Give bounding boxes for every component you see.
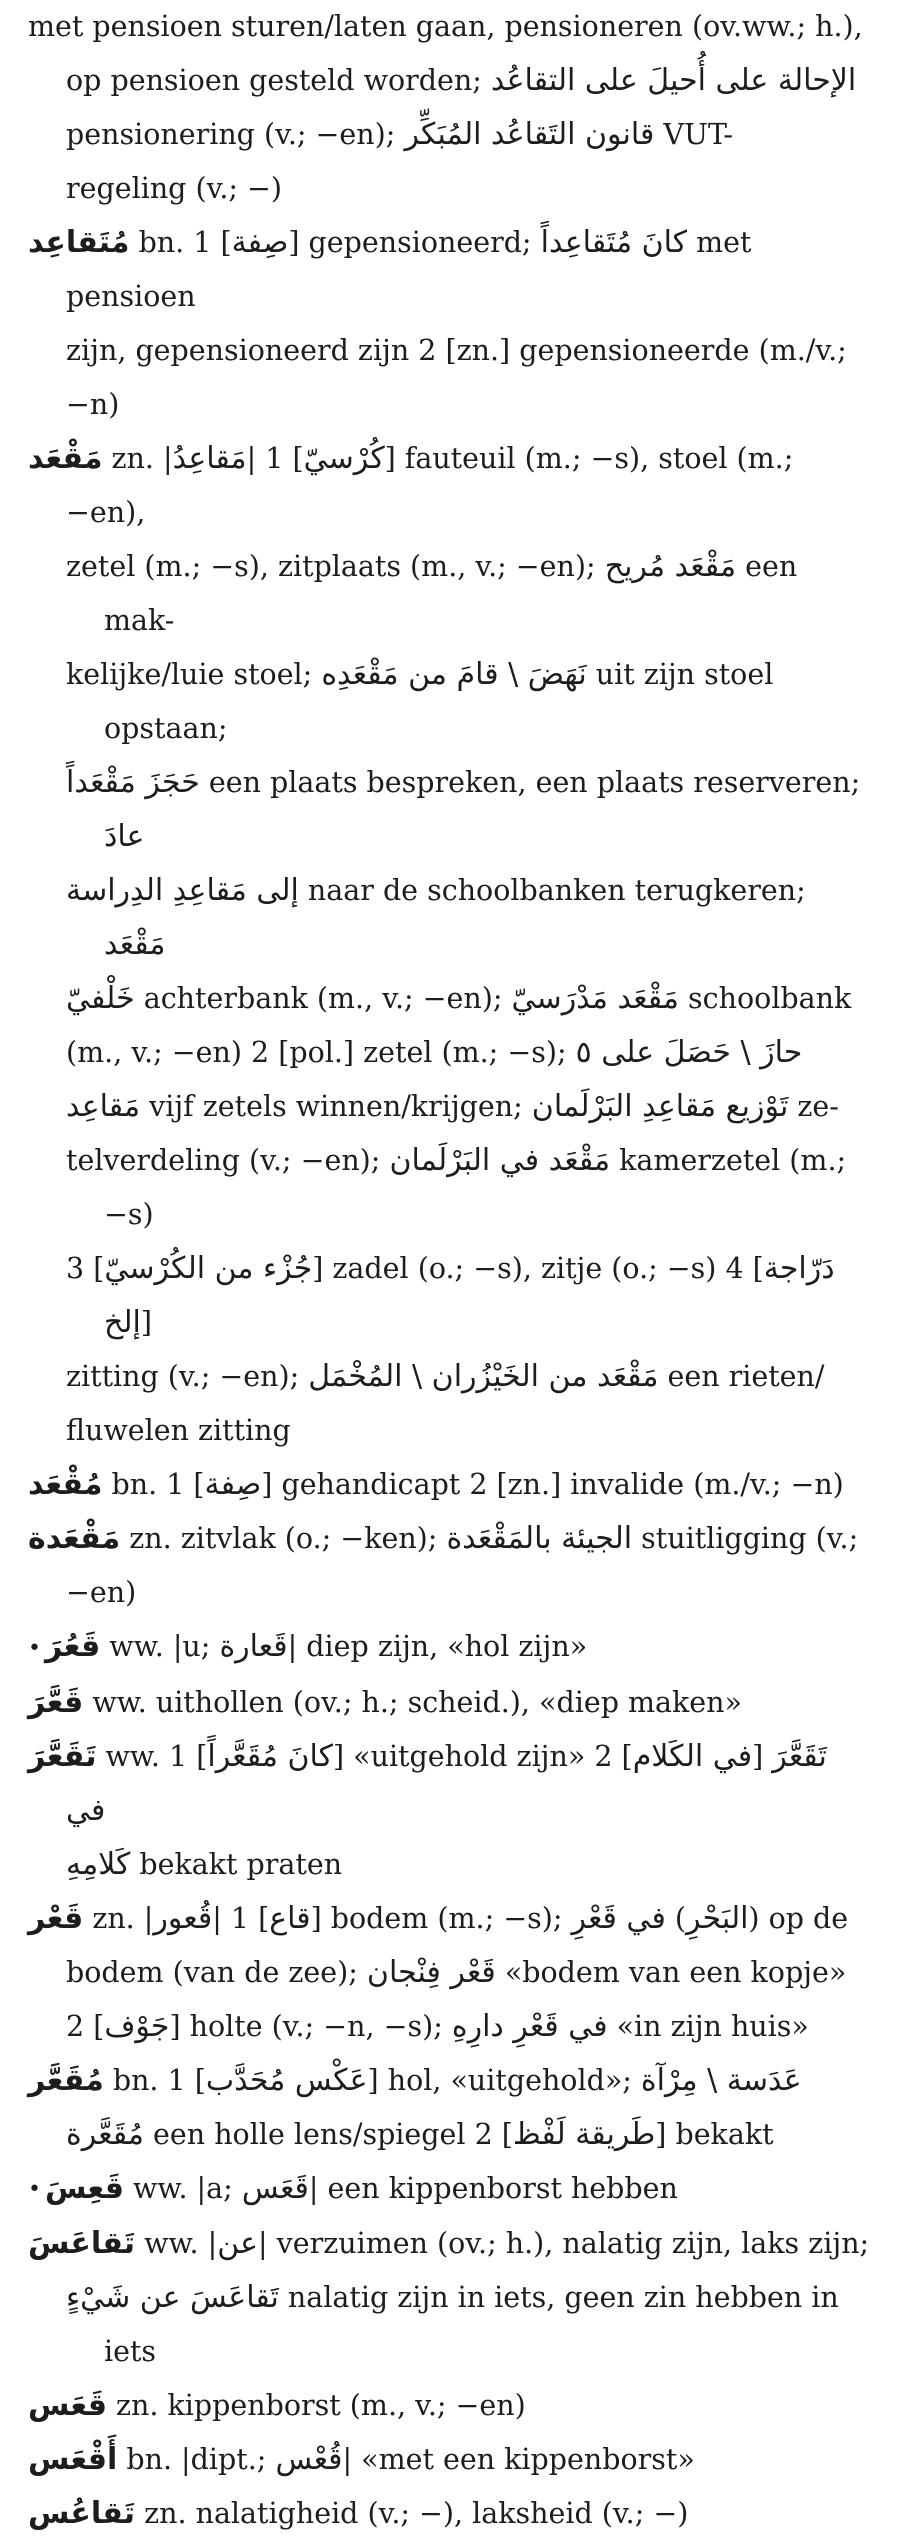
dictionary-entry <box>28 2054 873 2162</box>
dutch-text: «bodem van een kopje» <box>495 1955 847 1989</box>
arabic-text: قاع <box>269 1900 311 1936</box>
entry-line <box>66 54 873 108</box>
arabic-text: تَقاعَسَ عن شَيْءٍ <box>66 2280 279 2315</box>
dutch-text: ] bodem (m.; −s); <box>310 1901 572 1935</box>
arabic-text: دَرّاجة إلخ <box>104 1251 835 1340</box>
arabic-text: البَحْرِ <box>685 1900 749 1936</box>
dutch-text: zitting (v.; −en); <box>66 1360 309 1393</box>
dictionary-entry <box>28 1730 873 1892</box>
dutch-text: −n) <box>66 388 120 421</box>
arabic-text: كانَ مُتَقاعِداً <box>540 225 688 260</box>
dutch-text: ww. uithollen (ov.; h.; scheid.), «diep maken» <box>92 1685 742 1719</box>
arabic-text: مَقْعَد <box>104 927 166 962</box>
arabic-text: في قَعْرِ <box>571 1900 666 1936</box>
dutch-text: ] <box>140 1306 152 1339</box>
dutch-text: VUT- <box>654 118 733 151</box>
arabic-text: في قَعْرِ دارِهِ <box>451 2008 608 2044</box>
dutch-text: ] «uitgehold zijn» 2 [ <box>332 1739 633 1773</box>
entry-line <box>66 1242 873 1350</box>
headword: مَقْعَد <box>28 441 103 476</box>
dutch-text: fluwelen zitting <box>66 1414 291 1447</box>
headword: مُتَقاعِد <box>28 225 130 260</box>
arabic-text: عن <box>217 2226 258 2261</box>
entry-line <box>28 1892 873 1946</box>
dutch-text: zn. | <box>111 442 173 475</box>
arabic-text: قَعارة <box>219 1629 288 1664</box>
headword: مُقَعَّر <box>28 2062 104 2098</box>
entry-line <box>28 2162 873 2218</box>
headword: مُقْعَد <box>28 1467 103 1502</box>
entry-line <box>66 972 873 1026</box>
arabic-text: مَقاعِدُ <box>172 441 247 476</box>
arabic-text: مَقْعَد مُريح <box>604 549 737 584</box>
dictionary-entry <box>28 2487 873 2541</box>
arabic-text: حازَ \ حَصَلَ على ٥ <box>575 1035 803 1070</box>
dutch-text: nalatig zijn in iets, geen zin hebben in iets <box>104 2281 839 2368</box>
entry-line <box>28 2217 873 2271</box>
arabic-text: عَكْس مُحَدَّب <box>205 2062 368 2098</box>
headword: مَقْعَدة <box>28 1521 121 1556</box>
entry-line <box>66 1566 873 1620</box>
dutch-text: ] gepensioneerd; <box>288 226 541 259</box>
dutch-text: bn. 1 [ <box>112 2063 206 2097</box>
dutch-text: zijn, gepensioneerd zijn 2 [zn.] gepensioneerde (m./v.; <box>66 334 847 367</box>
dictionary-entry <box>28 2162 873 2218</box>
entry-line <box>28 1620 873 1676</box>
dutch-text: ww. | <box>144 2227 218 2260</box>
entry-line <box>66 2000 873 2054</box>
dutch-text: met pensioen sturen/laten gaan, pensioneren (ov.ww.; h.), <box>28 10 863 43</box>
dutch-text: stuitligging (v.; <box>632 1522 859 1555</box>
arabic-text: حَجَزَ مَقْعَداً <box>66 765 200 800</box>
entry-line <box>28 1512 873 1566</box>
dutch-text: een rieten/ <box>658 1360 825 1393</box>
arabic-text: قُعور <box>153 1900 213 1936</box>
dutch-text: 3 [ <box>66 1252 105 1285</box>
dutch-text: kamerzetel (m.; −s) <box>104 1144 847 1231</box>
dictionary-entry <box>28 1676 873 1730</box>
arabic-text: مَقْعَد من الخَيْزُران \ المُخْمَل <box>308 1359 659 1394</box>
dutch-text: uit zijn stoel opstaan; <box>104 658 774 745</box>
entry-line <box>66 1404 873 1458</box>
dictionary-entry <box>28 1620 873 1676</box>
entry-line <box>66 756 873 864</box>
dutch-text: bn. 1 [ <box>138 226 232 259</box>
dutch-text: een mak- <box>104 550 798 637</box>
arabic-text: صِفة <box>231 225 289 260</box>
dutch-text: op pensioen gesteld worden; <box>66 64 491 97</box>
dutch-text: ] holte (v.; −n, −s); <box>169 2009 452 2043</box>
entry-line <box>28 216 873 324</box>
arabic-text: عَدَسة \ مِرْآة <box>640 2062 802 2098</box>
headword: قَعَّرَ <box>28 1684 84 1720</box>
dutch-text: regeling (v.; −) <box>66 172 283 205</box>
arabic-text: مَقاعِد <box>66 1089 141 1124</box>
dutch-text: (m., v.; −en) 2 [pol.] zetel (m.; −s); <box>66 1036 576 1069</box>
arabic-text: الإحالة على أُحيلَ على التقاعُد <box>490 63 857 98</box>
dutch-text: zn. kippenborst (m., v.; −en) <box>116 2389 526 2422</box>
entry-line <box>66 864 873 972</box>
arabic-text: مَقْعَد في البَرْلَمان <box>389 1143 611 1178</box>
dutch-text: ] fauteuil (m.; −s), stoel (m.; −en), <box>66 442 794 529</box>
dutch-text: ] gehandicapt 2 [zn.] invalide (m./v.; −n) <box>261 1468 844 1501</box>
dutch-text: ze- <box>788 1090 839 1123</box>
dutch-text: naar de schoolbanken terugkeren; <box>298 874 806 907</box>
arabic-text: جَوْف <box>104 2008 170 2044</box>
dictionary-entry <box>28 1458 873 1512</box>
dutch-text: een holle lens/spiegel 2 [ <box>144 2117 513 2151</box>
entry-line <box>28 2433 873 2487</box>
dutch-text: vijf zetels winnen/krijgen; <box>140 1090 532 1123</box>
dutch-text: bn. |dipt.; <box>126 2443 276 2476</box>
dutch-text: | diep zijn, «hol zijn» <box>287 1630 588 1663</box>
headword: قَعْر <box>28 1900 84 1936</box>
arabic-text: خَلْفيّ <box>66 981 135 1016</box>
arabic-text: قَعْر فِنْجان <box>366 1954 496 1990</box>
dutch-text: schoolbank <box>679 982 852 1015</box>
dictionary-entry <box>28 2433 873 2487</box>
entry-line <box>66 162 873 216</box>
headword: تَقاعُس <box>28 2496 136 2531</box>
entry-line <box>66 1026 873 1080</box>
arabic-text: مَقْعَد مَدْرَسيّ <box>511 981 679 1016</box>
arabic-text: كَلامِهِ <box>66 1846 131 1882</box>
dutch-text: ( <box>665 1901 686 1935</box>
dutch-text: | 1 [ <box>246 442 304 475</box>
entry-line <box>66 1350 873 1404</box>
dutch-text: ww. |u; <box>109 1630 220 1663</box>
dutch-text: bekakt praten <box>130 1847 343 1881</box>
dutch-text: «in zijn huis» <box>607 2009 809 2043</box>
dutch-text: zn. zitvlak (o.; −ken); <box>129 1522 447 1555</box>
arabic-text: تَوْزيع مَقاعِدِ البَرْلَمان <box>531 1089 789 1124</box>
headword: قَعَس <box>28 2388 107 2423</box>
arabic-text: عادَ <box>104 819 145 854</box>
arabic-text: طَريقة لَفْظ <box>512 2116 656 2152</box>
dutch-text: 2 [ <box>66 2009 105 2043</box>
headword: قَعُرَ <box>44 1629 101 1664</box>
dutch-text: ] bekakt <box>655 2117 774 2151</box>
arabic-text: صِفة <box>204 1467 262 1502</box>
dutch-text: | verzuimen (ov.; h.), nalatig zijn, laks zijn; <box>257 2227 870 2260</box>
headword: تَقاعَسَ <box>28 2226 136 2261</box>
arabic-text: الجيئة بالمَقْعَدة <box>446 1521 633 1556</box>
dutch-text: −en) <box>66 1576 137 1609</box>
entry-line <box>66 648 873 756</box>
dictionary-entry <box>28 216 873 432</box>
dutch-text: | 1 [ <box>212 1901 270 1935</box>
entry-line <box>28 2379 873 2433</box>
dutch-text: met pensioen <box>66 226 752 313</box>
arabic-text: جُزْء من الكُرْسيّ <box>104 1251 313 1286</box>
entry-line <box>66 1946 873 2000</box>
dutch-text: zn. nalatigheid (v.; −), laksheid (v.; −) <box>144 2497 689 2530</box>
dutch-text: ww. 1 [ <box>105 1739 208 1773</box>
entry-line <box>66 1838 873 1892</box>
entry-line <box>66 2271 873 2379</box>
headword: تَقَعَّرَ <box>28 1738 97 1774</box>
dutch-text: zetel (m.; −s), zitplaats (m., v.; −en); <box>66 550 605 583</box>
dictionary-entry <box>28 0 873 216</box>
headword: قَعِسَ <box>44 2170 124 2206</box>
arabic-text: مُقَعَّرة <box>66 2116 144 2152</box>
entry-line <box>66 324 873 378</box>
dutch-text: achterbank (m., v.; −en); <box>134 982 512 1015</box>
entry-line <box>66 378 873 432</box>
dictionary-entry <box>28 1892 873 2054</box>
entry-line <box>28 2487 873 2541</box>
entry-line <box>66 1080 873 1134</box>
dutch-text: kelijke/luie stoel; <box>66 658 322 691</box>
dutch-text: zn. | <box>92 1901 154 1935</box>
dutch-text: een plaats bespreken, een plaats reserveren; <box>199 766 861 799</box>
dictionary-entry <box>28 2217 873 2379</box>
entry-line <box>28 1676 873 1730</box>
entry-line <box>66 2108 873 2162</box>
dutch-text: bodem (van de zee); <box>66 1955 367 1989</box>
dutch-text: ] hol, «uitgehold»; <box>367 2063 641 2097</box>
arabic-text: إلى مَقاعِدِ الدِراسة <box>66 873 299 908</box>
bullet-icon: • <box>28 2177 41 2202</box>
arabic-text: تَقَعَّرَ في <box>66 1738 827 1828</box>
arabic-text: كانَ مُقَعَّراً <box>207 1738 333 1774</box>
arabic-text: كُرْسيّ <box>303 441 385 476</box>
entry-line <box>28 2054 873 2108</box>
dutch-text: ) op de <box>748 1901 849 1935</box>
dutch-text: pensionering (v.; −en); <box>66 118 405 151</box>
dutch-text: | een kippenborst hebben <box>308 2171 678 2205</box>
arabic-text: قُعْس <box>275 2442 343 2477</box>
headword: أَقْعَس <box>28 2442 118 2477</box>
entry-line <box>28 1730 873 1838</box>
dictionary-entry <box>28 432 873 1458</box>
dutch-text: ] zadel (o.; −s), zitje (o.; −s) 4 [ <box>312 1252 764 1285</box>
dutch-text: bn. 1 [ <box>111 1468 205 1501</box>
arabic-text: قَعَس <box>241 2170 309 2206</box>
arabic-text: قانون التَقاعُد المُبَكِّر <box>404 117 655 152</box>
dutch-text: ww. |a; <box>133 2171 242 2205</box>
entry-line <box>66 1134 873 1242</box>
dutch-text: | «met een kippenborst» <box>342 2443 695 2476</box>
dictionary-entry <box>28 1512 873 1620</box>
arabic-text: نَهَضَ \ قامَ من مَقْعَدِه <box>321 657 587 692</box>
dutch-text: ] <box>752 1739 773 1773</box>
arabic-text: في الكَلام <box>632 1738 753 1774</box>
entry-line <box>28 1458 873 1512</box>
entry-line <box>28 432 873 540</box>
entry-line <box>66 540 873 648</box>
entry-line <box>66 108 873 162</box>
entry-line <box>28 0 873 54</box>
bullet-icon: • <box>28 1635 41 1661</box>
dutch-text: telverdeling (v.; −en); <box>66 1144 390 1177</box>
dictionary-entry <box>28 2379 873 2433</box>
